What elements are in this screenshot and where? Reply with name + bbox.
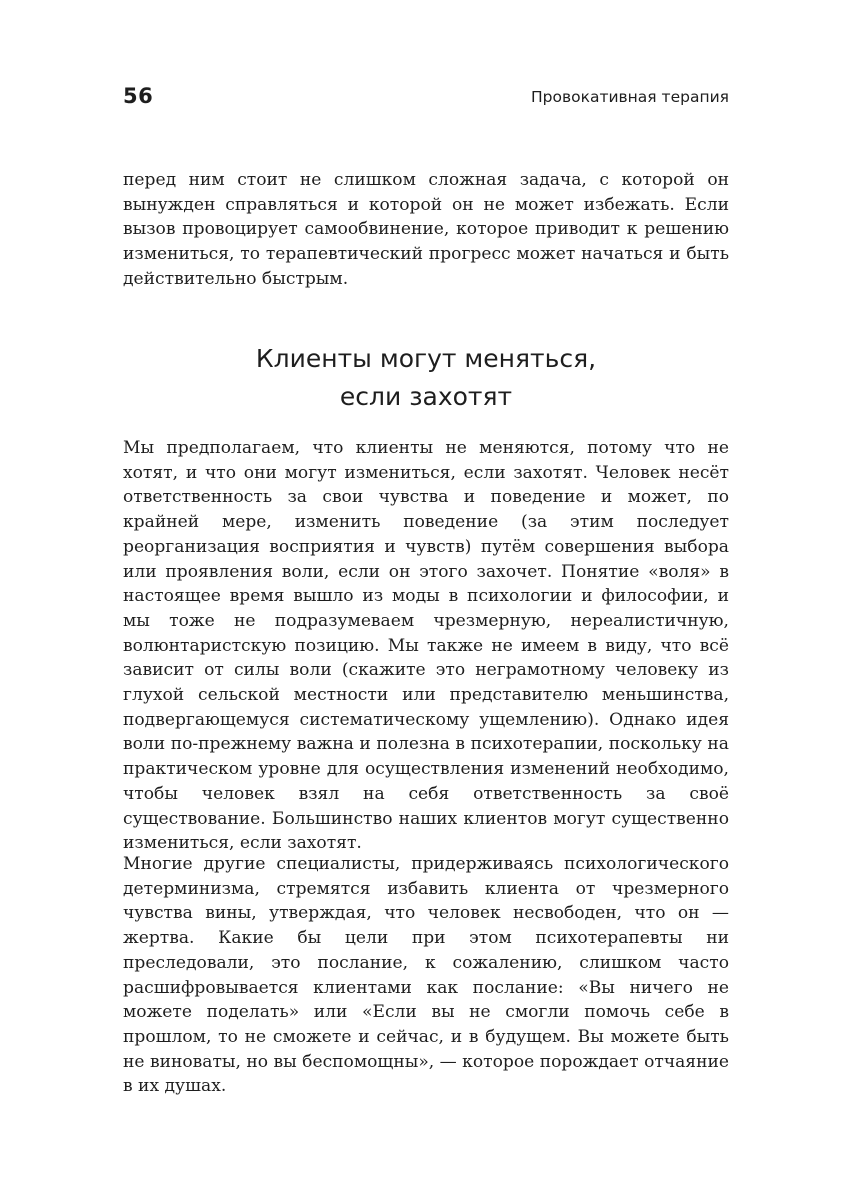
running-head — [123, 84, 729, 114]
book-title: Провокативная терапия — [530, 88, 729, 106]
paragraph-continuation: перед ним стоит не слишком сложная задача, с которой он вынужден справляться и которой он не может избежать. Если вызов провоцирует самообвинение, которое приводит к решению измениться, то терапевтический прогресс может начаться и быть действительно быстрым. — [123, 170, 729, 289]
section-heading-line-1: Клиенты могут меняться, — [255, 344, 597, 373]
section-heading — [123, 340, 729, 416]
paragraph-determinism: Многие другие специалисты, придерживаясь психологического детерминизма, стремятся избавить клиента от чрезмерного чувства вины, утверждая, что человек несвободен, что он — жертва. Какие бы цели при этом психотерапевты ни преследовали, это послание, к сожалению, слишком часто расшифровывается клиентами как послание: «Вы ничего не можете поделать» или «Если вы не смогли помочь себе в прошлом, то не сможете и сейчас, и в будущем. Вы можете быть не виноваты, но вы беспомощны», — которое порождает отчаяние в их душах. — [123, 854, 729, 1097]
section-heading-line-2: если захотят — [339, 382, 513, 411]
paragraph-will: Мы предполагаем, что клиенты не меняются, потому что не хотят, и что они могут измениться, если захотят. Человек несёт ответственность за свои чувства и поведение и может, по крайней мере, изменить поведение (за этим последует реорганизация восприятия и чувств) путём совершения выбора или проявления воли, если он этого захочет. Понятие «воля» в настоящее время вышло из моды в психологии и философии, и мы тоже не подразумеваем чрезмерную, нереалистичную, волюнтаристскую позицию. Мы также не имеем в виду, что всё зависит от силы воли (скажите это неграмотному человеку из глухой сельской местности или представителю меньшинства, подвергающемуся систематическому ущемлению). Однако идея воли по-прежнему важна и полезна в психотерапии, поскольку на практическом уровне для осуществления изменений необходимо, чтобы человек взял на себя ответственность за своё существование. Большинство наших клиентов могут существенно измениться, если захотят. — [123, 438, 729, 854]
page-number: 56 — [123, 84, 154, 108]
